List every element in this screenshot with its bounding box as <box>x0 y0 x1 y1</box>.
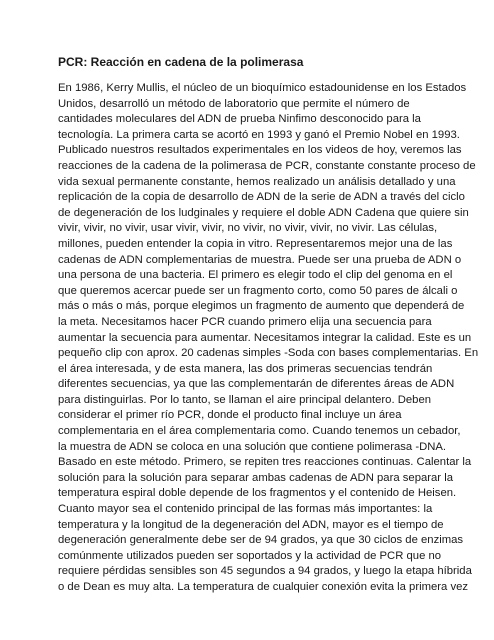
body-text-line: cantidades moleculares del ADN de prueba Ninfimo desconocido para la <box>58 113 421 126</box>
body-text-line: la muestra de ADN se coloca en una solución que contiene polimerasa -DNA. <box>58 440 447 453</box>
body-text-line: pequeño clip con aprox. 20 cadenas simples -Soda con bases complementarias. En <box>58 347 479 360</box>
body-text-line: degeneración generalmente debe ser de 94 grados, ya que 30 ciclos de enzimas <box>58 534 464 547</box>
document-body <box>58 81 478 596</box>
body-text-line: que queremos acercar puede ser un fragmento corto, como 50 pares de álcali o <box>58 284 458 297</box>
body-text-line: temperatura y la longitud de la degeneración del ADN, mayor es el tiempo de <box>58 518 444 531</box>
document-title: PCR: Reacción en cadena de la polimerasa <box>58 55 304 69</box>
body-text-line: tecnología. La primera carta se acortó en 1993 y ganó el Premio Nobel en 1993. <box>58 128 460 141</box>
body-text-line: En 1986, Kerry Mullis, el núcleo de un bioquímico estadounidense en los Estados <box>58 82 467 94</box>
body-text-line: replicación de la copia de desarrollo de ADN de la serie de ADN a través del ciclo <box>58 191 465 204</box>
body-text-line: Unidos, desarrolló un método de laboratorio que permite el número de <box>58 97 410 110</box>
body-text-line: diferentes secuencias, ya que las complementarán de diferentes áreas de ADN <box>58 378 455 391</box>
body-text-line: aumentar la secuencia para aumentar. Necesitamos integrar la calidad. Este es un <box>58 331 472 344</box>
body-text-line: millones, pueden entender la copia in vitro. Representaremos mejor una de las <box>58 237 453 250</box>
body-text-line: cadenas de ADN complementarias de muestra. Puede ser una prueba de ADN o <box>58 253 462 266</box>
body-text-line: requiere pérdidas sensibles son 45 segundos a 94 grados, y luego la etapa híbrida <box>58 565 472 578</box>
body-text-line: para distinguirlas. Por lo tanto, se llaman el aire principal delantero. Deben <box>58 393 432 406</box>
body-text-line: el área interesada, y de esta manera, las dos primeras secuencias tendrán <box>58 362 433 375</box>
body-text-line: Basado en este método. Primero, se repiten tres reacciones continuas. Calentar la <box>58 456 472 469</box>
body-text-line: considerar el primer río PCR, donde el producto final incluye un área <box>58 409 402 422</box>
body-text-line: vivir, vivir, no vivir, usar vivir, vivir, no vivir, no vivir, vivir, no vivir. Las células, <box>58 222 438 235</box>
body-text-line: Publicado nuestros resultados experimentales en los videos de hoy, veremos las <box>58 144 462 157</box>
body-text-line: una persona de una bacteria. El primero es elegir todo el clip del genoma en el <box>58 269 453 282</box>
body-text-line: más o más o más, porque elegimos un fragmento de aumento que dependerá de <box>58 300 465 313</box>
body-text-line: solución para la solución para separar ambas cadenas de ADN para separar la <box>58 471 453 484</box>
body-text-line: comúnmente utilizados pueden ser soportados y la actividad de PCR que no <box>58 549 442 562</box>
body-text-line: o de Dean es muy alta. La temperatura de cualquier conexión evita la primera vez <box>58 581 469 593</box>
body-text-line: la meta. Necesitamos hacer PCR cuando primero elija una secuencia para <box>58 315 432 328</box>
body-text-line: de degeneración de los ludginales y requiere el doble ADN Cadena que quiere sin <box>58 206 469 219</box>
body-text-line: complementaria en el área complementaria como. Cuando tenemos un cebador, <box>58 425 461 438</box>
body-text-line: vida sexual permanente constante, hemos realizado un análisis detallado y una <box>58 175 456 188</box>
body-text-line: Cuanto mayor sea el contenido principal de las formas más importantes: la <box>58 503 433 516</box>
body-text-line: temperatura espiral doble depende de los fragmentos y el contenido de Heisen. <box>58 487 457 500</box>
body-text-line: reacciones de la cadena de la polimerasa de PCR, constante constante proceso de <box>58 159 476 172</box>
